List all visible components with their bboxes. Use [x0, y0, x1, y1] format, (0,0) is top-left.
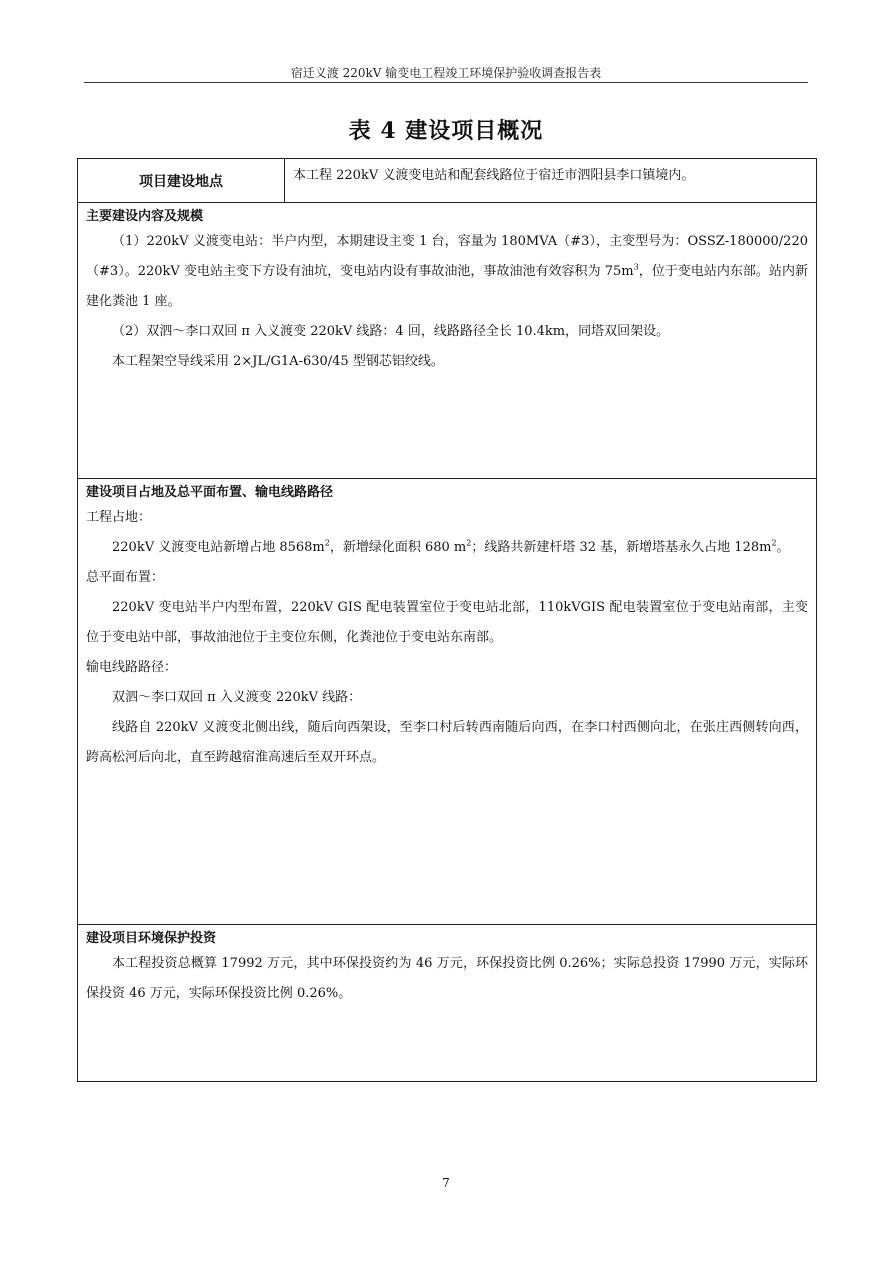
land-label: 工程占地： [86, 510, 152, 525]
location-label: 项目建设地点 [78, 159, 285, 202]
construction-content-row [78, 202, 816, 478]
construction-content-title: 主要建设内容及规模 [86, 209, 204, 224]
location-value: 本工程 220kV 义渡变电站和配套线路位于宿迁市泗阳县李口镇境内。 [293, 168, 695, 183]
plan-label: 总平面布置： [86, 570, 165, 585]
project-overview-table [77, 158, 817, 1082]
table-title: 表 4 建设项目概况 [348, 118, 544, 144]
content-paragraph-1: （1）220kV 义渡变电站：半户内型，本期建设主变 1 台，容量为 180MVA（#3），主变型号为：OSSZ-180000/220（#3）。220kV 变电站主变下方设有油坑，变电站内设有事故油池，事故油池有效容积为 $75m^3$，位于变电站内东部。站内新建化粪池 1 座。 [86, 234, 808, 309]
layout-row [78, 478, 816, 924]
content-paragraph-3: 本工程架空导线采用 2×JL/G1A-630/45 型钢芯铝绞线。 [112, 354, 444, 369]
layout-title: 建设项目占地及总平面布置、输电线路路径 [86, 485, 334, 500]
content-paragraph-2: （2）双泗～李口双回 π 入义渡变 220kV 线路：4 回，线路路径全长 10.4km，同塔双回架设。 [112, 324, 670, 339]
route-text: 线路自 220kV 义渡变北侧出线，随后向西架设，至李口村后转西南随后向西，在李口村西侧向北，在张庄西侧转向西，跨高松河后向北，直至跨越宿淮高速后至双开环点。 [86, 720, 808, 765]
page-number: 7 [442, 1176, 450, 1190]
route-name: 双泗～李口双回 π 入义渡变 220kV 线路： [112, 690, 362, 705]
page-header: 宿迁义渡 220kV 输变电工程竣工环境保护验收调查报告表 [290, 66, 602, 80]
route-label: 输电线路路径： [86, 660, 178, 675]
header-rule [84, 82, 808, 83]
investment-row [78, 924, 816, 1081]
location-row [78, 159, 816, 202]
investment-title: 建设项目环境保护投资 [86, 931, 217, 946]
investment-text: 本工程投资总概算 17992 万元，其中环保投资约为 46 万元，环保投资比例 0.26%；实际总投资 17990 万元，实际环保投资 46 万元，实际环保投资比例 0.26%。 [86, 956, 808, 1001]
land-text: 220kV 义渡变电站新增占地 $8568m^2$，新增绿化面积 680 $m^2$；线路共新建杆塔 32 基，新增塔基永久占地 $128m^2$。 [112, 538, 790, 555]
plan-text: 220kV 变电站半户内型布置，220kV GIS 配电装置室位于变电站北部，110kVGIS 配电装置室位于变电站南部，主变位于变电站中部，事故油池位于主变位东侧，化粪池位于变电站东南部。 [86, 600, 808, 645]
